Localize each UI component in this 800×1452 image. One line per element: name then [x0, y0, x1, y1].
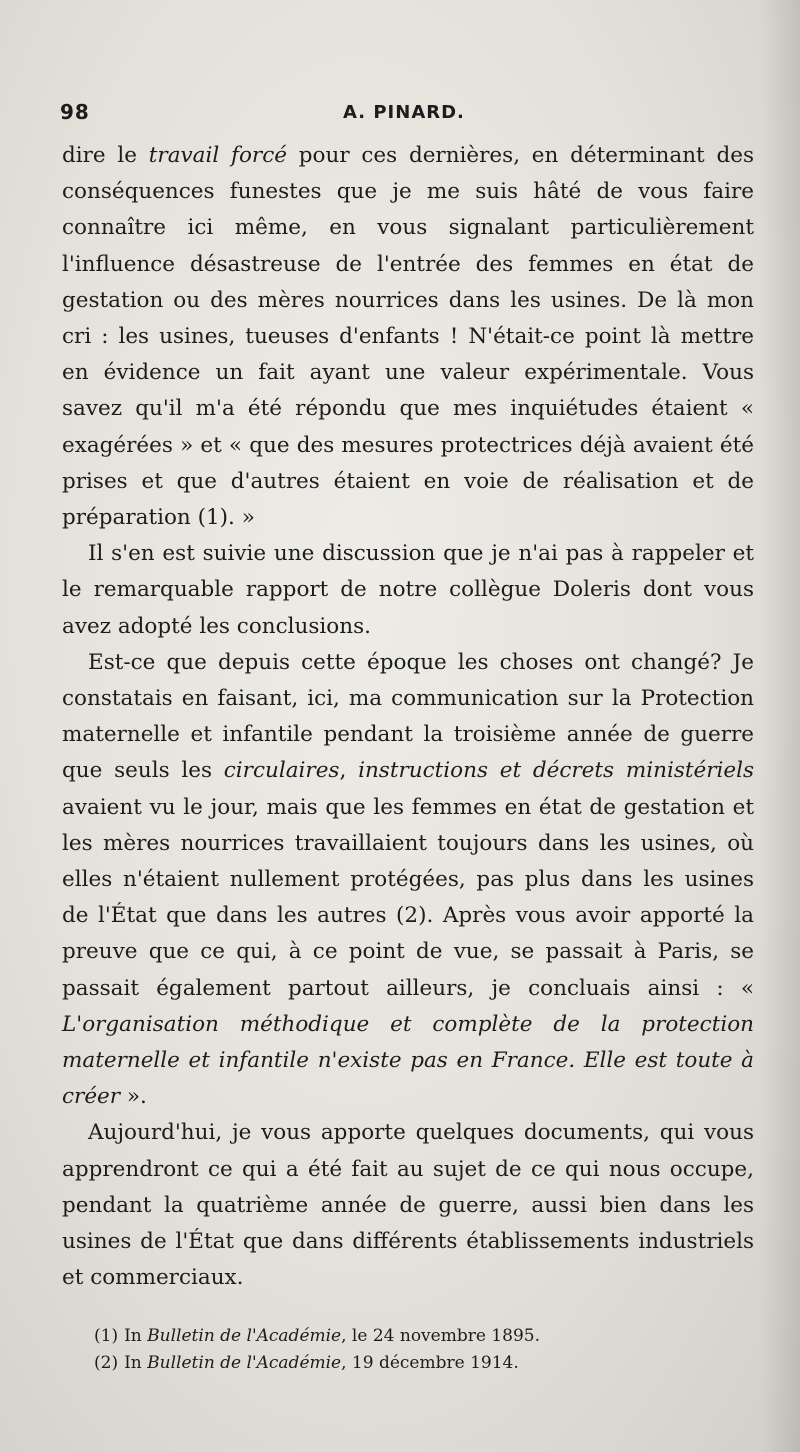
page-number: 98 — [60, 100, 90, 124]
paragraph-2 — [62, 536, 754, 645]
paragraph-3-italic-b: instructions et décrets ministériels — [358, 758, 754, 784]
paragraph-3-text-b: , — [339, 758, 359, 784]
paragraph-4 — [62, 1115, 754, 1296]
paragraph-3-italic-c: L'organisation méthodique et complète de la protection maternelle et infantile n'existe pas en France. Elle est toute à créer — [62, 1011, 754, 1110]
page-edge-shadow — [760, 0, 800, 1452]
paragraph-2-text: Il s'en est suivie une discussion que je n'ai pas à rappeler et le remarquable rapport de notre collègue Doleris dont vous avez adopté les conclusions. — [62, 541, 754, 639]
paragraph-1-text-b: pour ces dernières, en déterminant des conséquences funestes que je me suis hâté de vous faire connaître ici même, en vous signalant particulièrement l'influence désastreuse de l'entrée des femmes en état de gestation ou des mères nourrices dans les usines. De là mon cri : les usines, tueuses d'enfants ! N'était-ce point là mettre en évidence un fait ayant une valeur expérimentale. Vous savez qu'il m'a été répondu que mes inquiétudes étaient « exagérées » et « que des mesures protectrices déjà avaient été prises et que d'autres étaient en voie de réalisation et de préparation (1). » — [62, 143, 754, 531]
paragraph-3-text-d: ». — [120, 1084, 147, 1110]
footnote-2-date: , 19 décembre 1914. — [341, 1353, 519, 1373]
footnote-2-source: Bulletin de l'Académie — [147, 1353, 342, 1373]
paragraph-3-italic-a: circulaires — [223, 758, 340, 784]
footnote-2 — [94, 1350, 734, 1377]
paragraph-3 — [62, 645, 754, 1116]
footnote-2-marker: (2) — [94, 1353, 119, 1373]
footnotes — [94, 1323, 734, 1377]
footnote-1-source: Bulletin de l'Académie — [147, 1326, 342, 1346]
paragraph-1-italic-a: travail forcé — [148, 143, 287, 168]
footnote-2-prefix: In — [124, 1353, 148, 1373]
footnote-1-date: , le 24 novembre 1895. — [341, 1326, 540, 1346]
page-header — [60, 100, 760, 130]
running-head: A. PINARD. — [343, 102, 465, 123]
footnote-1 — [94, 1323, 734, 1350]
paragraph-1 — [62, 138, 754, 536]
paragraph-3-text-c: avaient vu le jour, mais que les femmes en état de gestation et les mères nourrices travaillaient toujours dans les usines, où elles n'étaient nullement protégées, pas plus dans les usines de l'État que dans les autres (2). Après vous avoir apporté la preuve que ce qui, à ce point de vue, se passait à Paris, se passait également partout ailleurs, je concluais ainsi : « — [62, 794, 754, 1001]
body-text — [62, 138, 754, 1297]
paragraph-4-text: Aujourd'hui, je vous apporte quelques documents, qui vous apprendront ce qui a été fait au sujet de ce qui nous occupe, pendant la quatrième année de guerre, aussi bien dans les usines de l'État que dans différents établissements industriels et commerciaux. — [62, 1120, 754, 1291]
footnote-1-prefix: In — [124, 1326, 148, 1346]
paragraph-3-text-a: Est-ce que depuis cette époque les choses ont changé? Je constatais en faisant, ici, ma communication sur la Protection maternelle et infantile pendant la troisième année de guerre que seuls les — [62, 649, 754, 784]
paragraph-1-text-a: dire le — [62, 143, 149, 168]
footnote-1-marker: (1) — [94, 1326, 119, 1346]
